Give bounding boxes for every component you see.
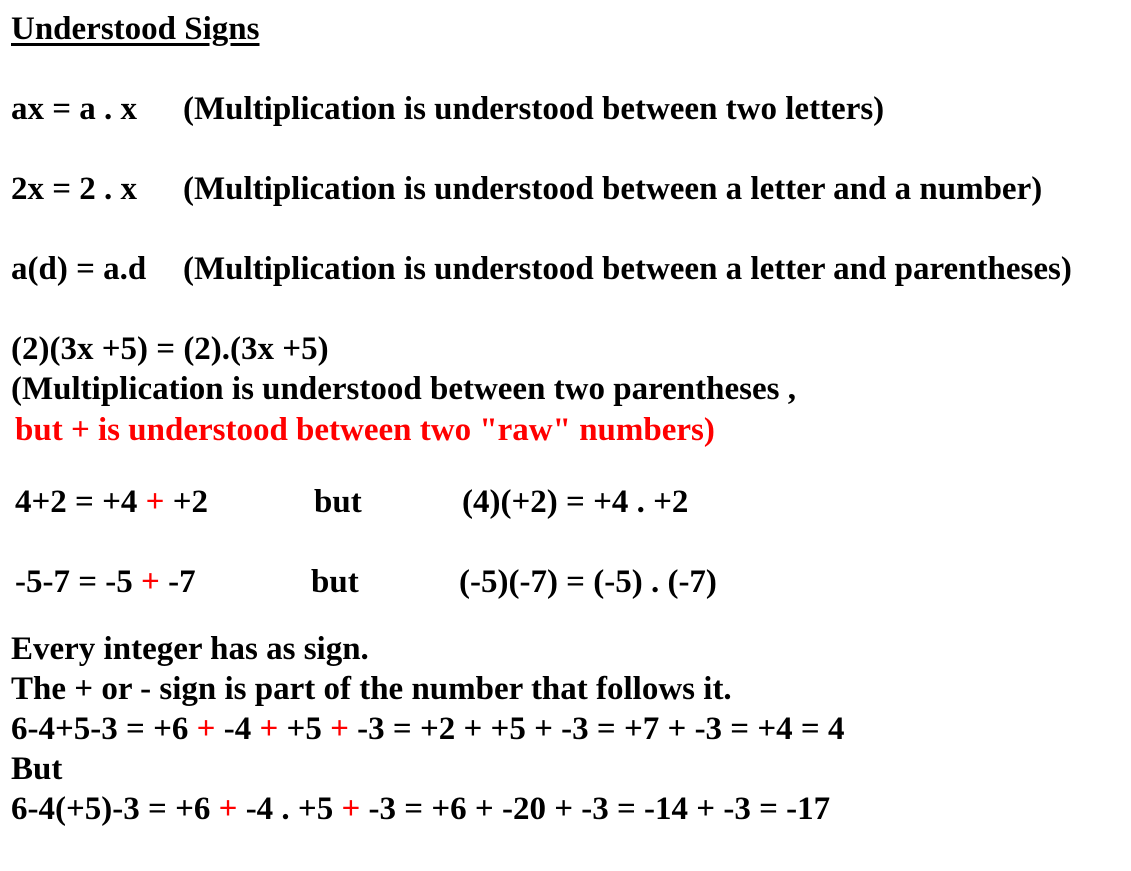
- but-label: But: [11, 751, 63, 787]
- calc-2-plus-2: +: [341, 791, 361, 827]
- example-1-plus-sign: +: [145, 484, 165, 520]
- calc-1-part-4: -3 = +2 + +5 + -3 = +7 + -3 = +4 = 4: [348, 711, 845, 747]
- calc-1-plus-3: +: [330, 711, 349, 747]
- example-2-left-pre: -5-7 = -5: [15, 564, 142, 600]
- rule-1-lhs: ax = a . x: [11, 91, 138, 127]
- calc-1-part-1: 6-4+5-3 = +6: [11, 711, 197, 747]
- calculation-1: [11, 710, 844, 748]
- page-title: Understood Signs: [11, 11, 260, 47]
- calc-1-plus-2: +: [259, 711, 279, 747]
- rule-2-lhs: 2x = 2 . x: [11, 171, 138, 207]
- rule-2-note: (Multiplication is understood between a letter and a number): [183, 171, 1043, 207]
- example-2-left: [15, 563, 196, 601]
- rule-3-lhs: a(d) = a.d: [11, 251, 147, 287]
- sign-part-text: The + or - sign is part of the number that follows it.: [11, 671, 732, 707]
- every-integer-text: Every integer has as sign.: [11, 631, 369, 667]
- paren-equation: (2)(3x +5) = (2).(3x +5): [11, 331, 329, 367]
- calc-2-part-2: -4 . +5: [237, 791, 342, 827]
- calc-1-plus-1: +: [196, 711, 216, 747]
- rule-1-note: (Multiplication is understood between two letters): [183, 91, 885, 127]
- example-2-right: (-5)(-7) = (-5) . (-7): [459, 564, 717, 600]
- calc-1-part-2: -4: [215, 711, 260, 747]
- example-2-plus-sign: +: [141, 564, 160, 600]
- example-1-left-post: +2: [164, 484, 209, 520]
- example-1-but: but: [314, 484, 362, 520]
- example-1-right: (4)(+2) = +4 . +2: [462, 484, 689, 520]
- example-1-left-pre: 4+2 = +4: [15, 484, 146, 520]
- calc-2-plus-1: +: [218, 791, 238, 827]
- example-2-left-post: -7: [159, 564, 196, 600]
- calculation-2: [11, 790, 830, 828]
- calc-1-part-3: +5: [278, 711, 331, 747]
- rule-3-note: (Multiplication is understood between a letter and parentheses): [183, 251, 1072, 287]
- example-2-but: but: [311, 564, 359, 600]
- example-1-left: [15, 483, 208, 521]
- calc-2-part-1: 6-4(+5)-3 = +6: [11, 791, 219, 827]
- paren-note-line2: but + is understood between two "raw" numbers): [15, 412, 715, 448]
- paren-note-line1: (Multiplication is understood between two parentheses ,: [11, 371, 796, 407]
- calc-2-part-3: -3 = +6 + -20 + -3 = -14 + -3 = -17: [360, 791, 831, 827]
